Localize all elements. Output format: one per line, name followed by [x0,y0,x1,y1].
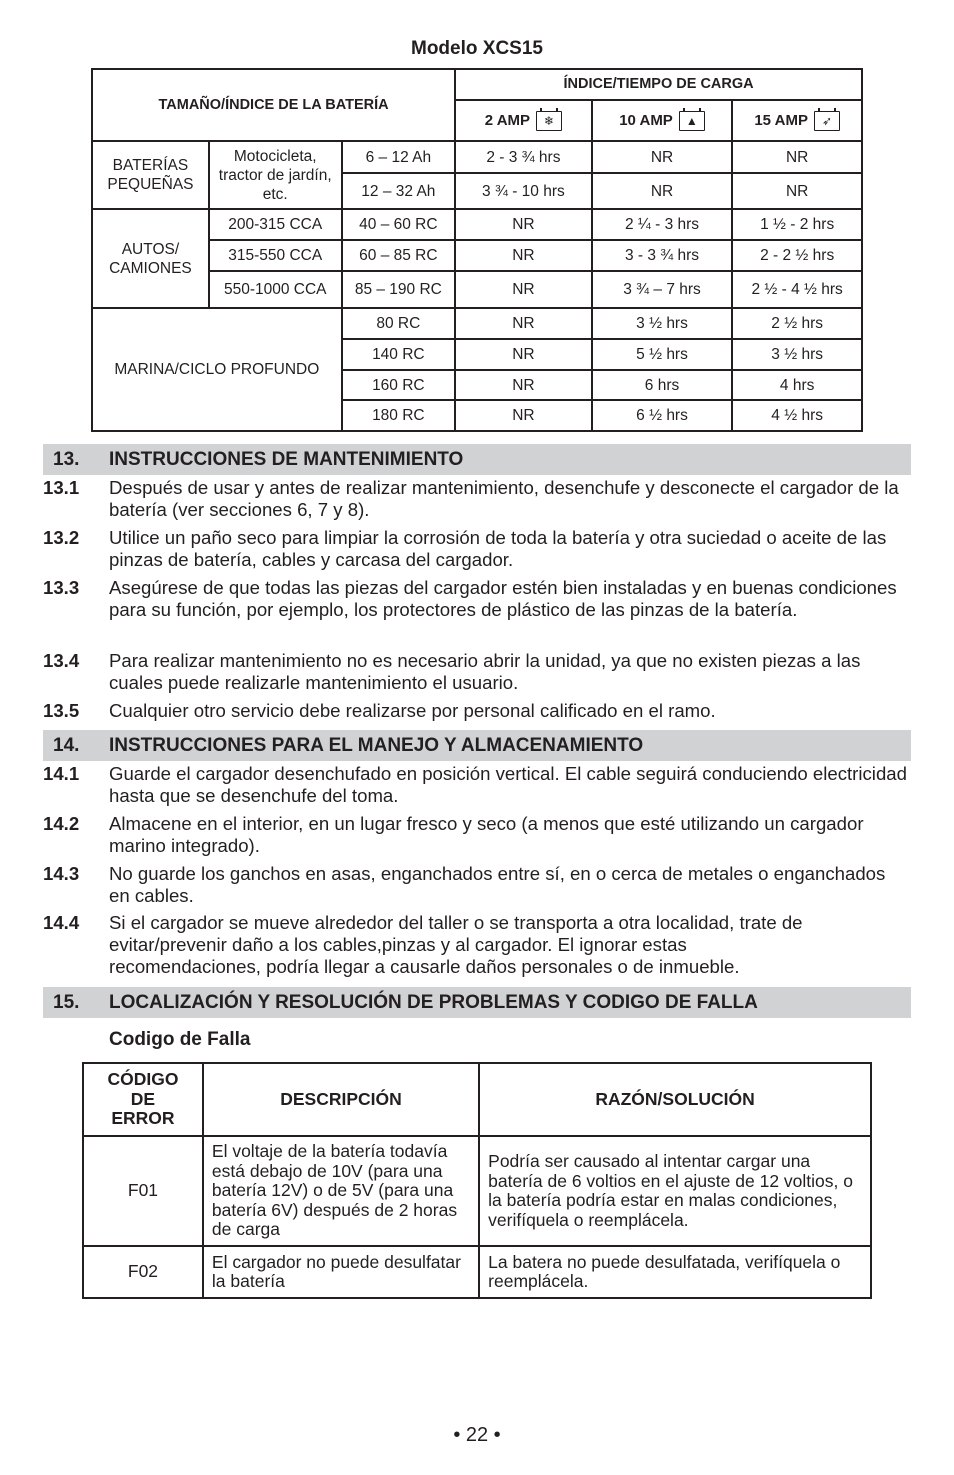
time-10amp: 5 ½ hrs [592,339,733,370]
table-row [92,141,862,173]
error-solution: Podría ser causado al intentar cargar una batería de 6 voltios en el ajuste de 12 voltios, o la batería podría estar en malas condiciones, verifíquela o reemplácela. [479,1136,871,1246]
group-marine: MARINA/CICLO PROFUNDO [92,308,342,431]
time-10amp: NR [592,141,733,173]
time-2amp: NR [455,271,592,308]
charge-time-table [91,68,863,432]
time-15amp: 2 ½ - 4 ½ hrs [732,271,862,308]
error-description: El voltaje de la batería todavía está debajo de 10V (para una batería 12V) o de 5V (para una batería 6V) después de 2 horas de carga [203,1136,479,1246]
time-2amp: NR [455,308,592,339]
battery-snowflake-icon: ❄ [536,111,562,131]
time-15amp: NR [732,141,862,173]
header-description: DESCRIPCIÓN [203,1063,479,1136]
time-2amp: NR [455,209,592,240]
table-row [92,308,862,339]
section-14-heading: 14. INSTRUCCIONES PARA EL MANEJO Y ALMACENAMIENTO [43,730,911,761]
error-code: F02 [83,1246,203,1298]
time-2amp: NR [455,240,592,271]
group-small-type: Motocicleta, tractor de jardín, etc. [209,141,342,209]
time-15amp: 4 hrs [732,370,862,400]
time-15amp: 3 ½ hrs [732,339,862,370]
table-row [83,1246,871,1298]
rating-cell: 12 – 32 Ah [342,173,456,209]
header-reason: RAZÓN/SOLUCIÓN [479,1063,871,1136]
section-13-heading: 13. INSTRUCCIONES DE MANTENIMIENTO [43,444,911,475]
time-15amp: 2 ½ hrs [732,308,862,339]
rating-cell: 160 RC [342,370,456,400]
error-description: El cargador no puede desulfatar la batería [203,1246,479,1298]
cca-cell: 315-550 CCA [209,240,342,271]
battery-turtle-icon: ▲ [679,111,705,131]
header-error-code: CÓDIGO DE ERROR [83,1063,203,1136]
time-2amp: NR [455,400,592,431]
time-10amp: 3 - 3 ¾ hrs [592,240,733,271]
page-title: Modelo XCS15 [411,38,543,59]
rating-cell: 60 – 85 RC [342,240,456,271]
header-charge-rate: ÍNDICE/TIEMPO DE CARGA [455,69,862,100]
amp-header-15: 15 AMP ➶ [732,100,862,141]
amp-header-10: 10 AMP ▲ [592,100,733,141]
section-15-heading: 15. LOCALIZACIÓN Y RESOLUCIÓN DE PROBLEMAS Y CODIGO DE FALLA [43,987,911,1018]
cca-cell: 550-1000 CCA [209,271,342,308]
fault-code-subtitle: Codigo de Falla [109,1029,251,1050]
rating-cell: 180 RC [342,400,456,431]
time-2amp: NR [455,339,592,370]
time-15amp: 2 - 2 ½ hrs [732,240,862,271]
amp-header-2: 2 AMP ❄ [455,100,592,141]
time-2amp: 2 - 3 ¾ hrs [455,141,592,173]
cca-cell: 200-315 CCA [209,209,342,240]
rating-cell: 6 – 12 Ah [342,141,456,173]
time-10amp: NR [592,173,733,209]
time-15amp: 4 ½ hrs [732,400,862,431]
group-small-batteries: BATERÍAS PEQUEÑAS [92,141,209,209]
time-2amp: 3 ¾ - 10 hrs [455,173,592,209]
fault-code-table [82,1062,872,1299]
time-10amp: 6 ½ hrs [592,400,733,431]
battery-rabbit-icon: ➶ [814,111,840,131]
error-code: F01 [83,1136,203,1246]
page-number: • 22 • [453,1424,501,1446]
table-row [92,209,862,240]
time-15amp: 1 ½ - 2 hrs [732,209,862,240]
time-10amp: 3 ½ hrs [592,308,733,339]
rating-cell: 140 RC [342,339,456,370]
time-10amp: 6 hrs [592,370,733,400]
table-row [83,1136,871,1246]
time-2amp: NR [455,370,592,400]
rating-cell: 80 RC [342,308,456,339]
time-10amp: 2 ¼ - 3 hrs [592,209,733,240]
error-solution: La batera no puede desulfatada, verifíquela o reemplácela. [479,1246,871,1298]
rating-cell: 40 – 60 RC [342,209,456,240]
header-battery-size: TAMAÑO/ÍNDICE DE LA BATERÍA [92,69,455,141]
time-10amp: 3 ¾ – 7 hrs [592,271,733,308]
rating-cell: 85 – 190 RC [342,271,456,308]
time-15amp: NR [732,173,862,209]
group-autos: AUTOS/ CAMIONES [92,209,209,308]
